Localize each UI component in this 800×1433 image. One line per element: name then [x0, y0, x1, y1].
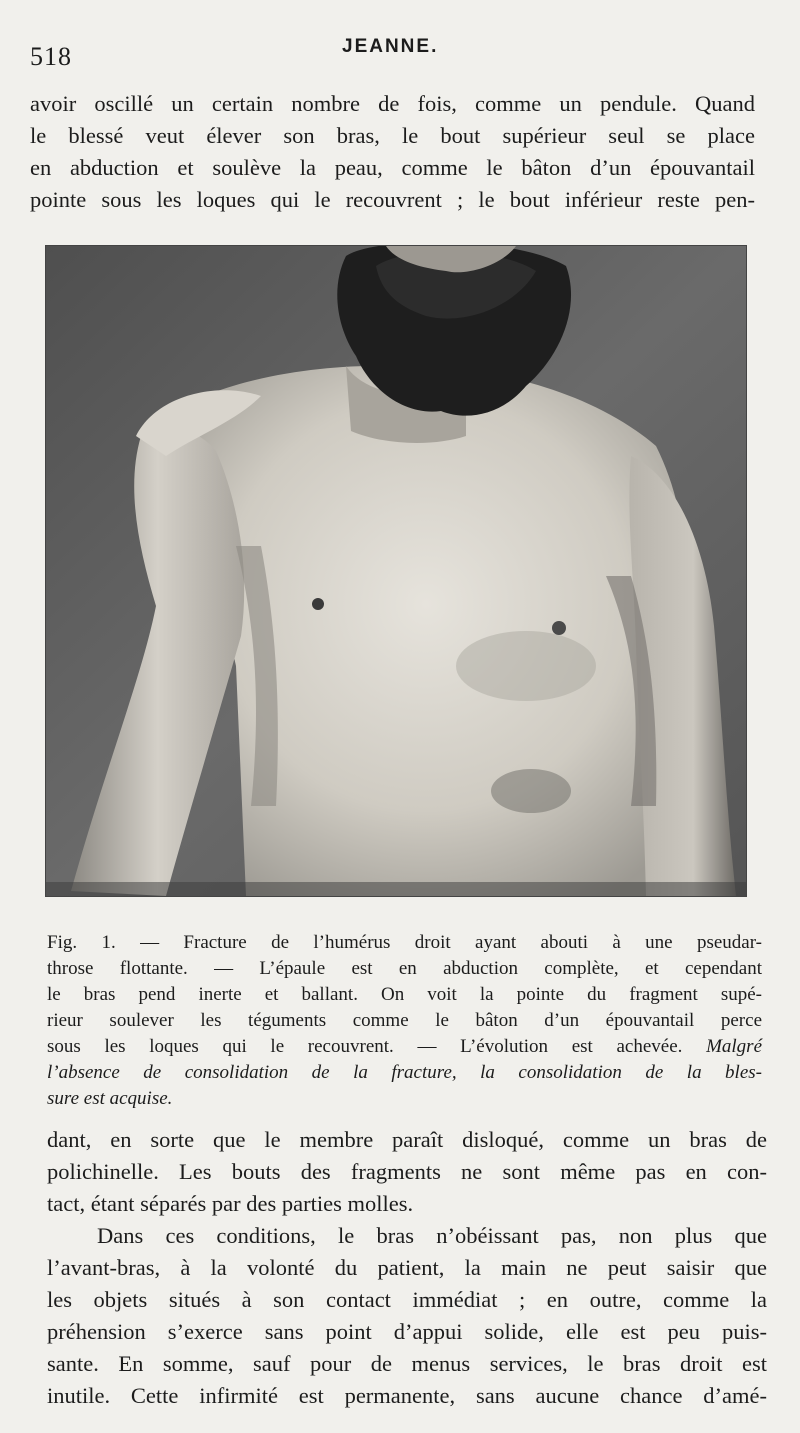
text-line: Dans ces conditions, le bras n’obéissant pas, non plus que	[97, 1223, 767, 1248]
caption-line: rieur soulever les téguments comme le bâton d’un épouvantail perce	[47, 1010, 762, 1031]
caption-text: sous les loques qui le recouvrent. — L’évolution est achevée.	[47, 1036, 683, 1057]
figure-caption	[47, 930, 762, 1112]
caption-line	[47, 1034, 762, 1060]
figure-photograph	[45, 245, 747, 897]
patient-torso-photo	[46, 246, 746, 896]
text-line: tact, étant séparés par des parties molles.	[47, 1191, 414, 1216]
running-head: JEANNE.	[342, 36, 439, 57]
text-line: les objets situés à son contact immédiat ; en outre, comme la	[47, 1287, 767, 1312]
caption-italic-line: sure est acquise.	[47, 1088, 173, 1109]
paragraph-bottom	[47, 1124, 767, 1412]
text-line: polichinelle. Les bouts des fragments ne sont même pas en con-	[47, 1159, 767, 1184]
text-line: sante. En somme, sauf pour de menus services, le bras droit est	[47, 1351, 767, 1376]
caption-line: le bras pend inerte et ballant. On voit la pointe du fragment supé-	[47, 984, 762, 1005]
text-line: dant, en sorte que le membre paraît disloqué, comme un bras de	[47, 1127, 767, 1152]
caption-line: throse flottante. — L’épaule est en abduction complète, et cependant	[47, 958, 762, 979]
caption-italic-text: Malgré	[706, 1036, 763, 1057]
text-line: en abduction et soulève la peau, comme le bâton d’un épouvantail	[30, 155, 755, 180]
caption-italic-line: l’absence de consolidation de la fracture, la consolidation de la bles-	[47, 1062, 762, 1083]
text-line: avoir oscillé un certain nombre de fois, comme un pendule. Quand	[30, 91, 755, 116]
text-line: pointe sous les loques qui le recouvrent ; le bout inférieur reste pen-	[30, 187, 755, 212]
paragraph-top	[30, 88, 755, 216]
text-line: l’avant-bras, à la volonté du patient, la main ne peut saisir que	[47, 1255, 767, 1280]
text-line: le blessé veut élever son bras, le bout supérieur seul se place	[30, 123, 755, 148]
text-line: inutile. Cette infirmité est permanente, sans aucune chance d’amé-	[47, 1383, 767, 1408]
text-line: préhension s’exerce sans point d’appui solide, elle est peu puis-	[47, 1319, 767, 1344]
caption-line: Fig. 1. — Fracture de l’humérus droit ayant abouti à une pseudar-	[47, 932, 762, 953]
page-number: 518	[30, 42, 72, 71]
